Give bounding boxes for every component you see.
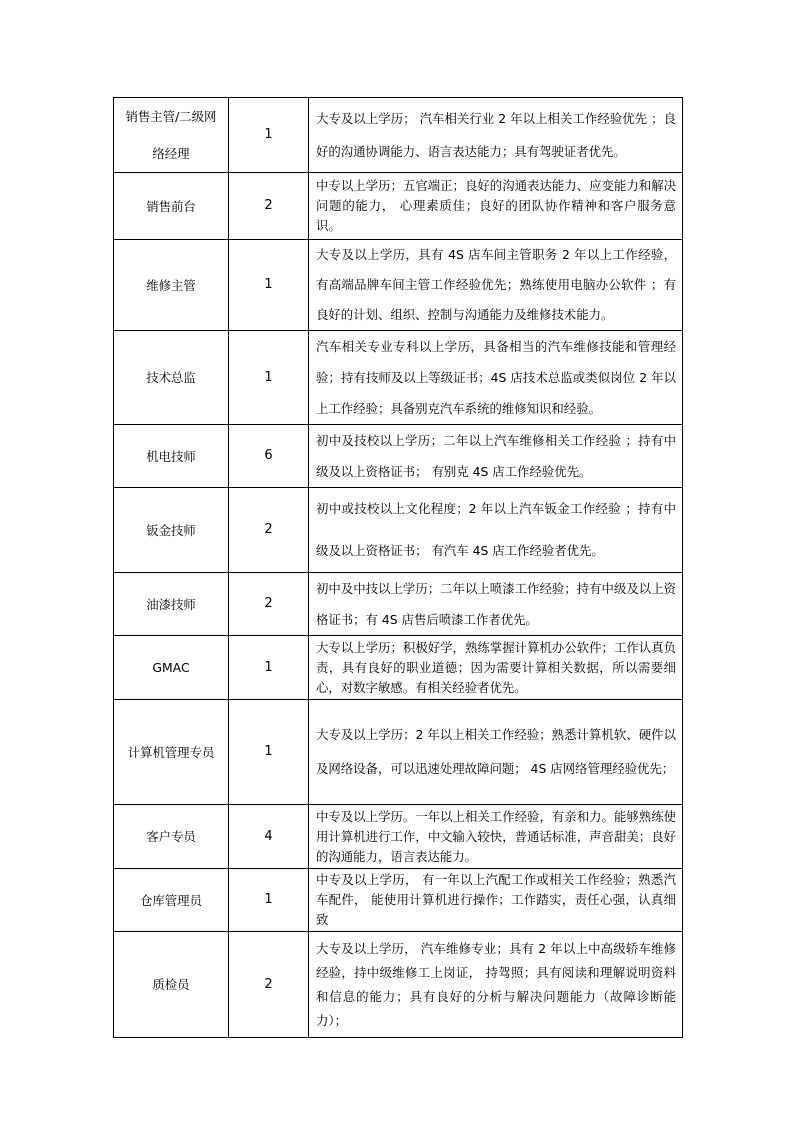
- table-row: [114, 700, 683, 805]
- headcount: 1: [229, 240, 309, 331]
- job-title: 油漆技师: [114, 573, 229, 636]
- job-requirement: 大专及以上学历， 汽车维修专业；具有 2 年以上中高级轿车维修经验，持中级维修工上岗证， 持驾照；具有阅读和理解说明资料和信息的能力；具有良好的分析与解决问题能力（故障诊断能力）；: [309, 932, 683, 1038]
- headcount: 1: [229, 869, 309, 932]
- job-title: 销售前台: [114, 173, 229, 240]
- table-row: [114, 869, 683, 932]
- job-requirement: 汽车相关专业专科以上学历，具备相当的汽车维修技能和管理经验；持有技师及以上等级证书；4S 店技术总监或类似岗位 2 年以上工作经验；具备别克汽车系统的维修知识和经验。: [309, 331, 683, 425]
- job-requirement: 初中及中技以上学历；二年以上喷漆工作经验；持有中级及以上资格证书；有 4S 店售后喷漆工作者优先。: [309, 573, 683, 636]
- job-requirements-table: [113, 97, 683, 1038]
- table-row: [114, 805, 683, 869]
- table-row: [114, 573, 683, 636]
- headcount: 2: [229, 573, 309, 636]
- job-title: 钣金技师: [114, 488, 229, 573]
- table-row: [114, 425, 683, 488]
- job-requirement: 大专及以上学历，具有 4S 店车间主管职务 2 年以上工作经验，有高端品牌车间主管工作经验优先；熟练使用电脑办公软件 ；有良好的计划、组织、控制与沟通能力及维修技术能力。: [309, 240, 683, 331]
- headcount: 4: [229, 805, 309, 869]
- job-requirement: 初中或技校以上文化程度；2 年以上汽车钣金工作经验 ；持有中级及以上资格证书； 有汽车 4S 店工作经验者优先。: [309, 488, 683, 573]
- table-row: [114, 932, 683, 1038]
- table-row: [114, 331, 683, 425]
- job-title: 销售主管/二级网络经理: [114, 98, 229, 173]
- headcount: 2: [229, 932, 309, 1038]
- job-title: 计算机管理专员: [114, 700, 229, 805]
- job-title: 机电技师: [114, 425, 229, 488]
- job-title: 质检员: [114, 932, 229, 1038]
- job-requirement: 大专及以上学历；2 年以上相关工作经验；熟悉计算机软、硬件以及网络设备，可以迅速处理故障问题； 4S 店网络管理经验优先；: [309, 700, 683, 805]
- job-title: 技术总监: [114, 331, 229, 425]
- headcount: 1: [229, 636, 309, 700]
- job-requirement: 中专以上学历；五官端正；良好的沟通表达能力、应变能力和解决问题的能力， 心理素质佳；良好的团队协作精神和客户服务意识。: [309, 173, 683, 240]
- job-title: 维修主管: [114, 240, 229, 331]
- table-row: [114, 636, 683, 700]
- job-requirement: 大专以上学历；积极好学，熟练掌握计算机办公软件；工作认真负责，具有良好的职业道德；因为需要计算相关数据，所以需要细心，对数字敏感。有相关经验者优先。: [309, 636, 683, 700]
- table-row: [114, 240, 683, 331]
- table-row: [114, 488, 683, 573]
- table-row: [114, 173, 683, 240]
- headcount: 2: [229, 488, 309, 573]
- job-requirement: 初中及技校以上学历；二年以上汽车维修相关工作经验 ；持有中级及以上资格证书； 有别克 4S 店工作经验优先。: [309, 425, 683, 488]
- table-row: [114, 98, 683, 173]
- job-title: 仓库管理员: [114, 869, 229, 932]
- job-requirement: 大专及以上学历； 汽车相关行业 2 年以上相关工作经验优先 ；良好的沟通协调能力、语言表达能力；具有驾驶证者优先。: [309, 98, 683, 173]
- job-requirement: 中专及以上学历。一年以上相关工作经验，有亲和力。能够熟练使用计算机进行工作，中文输入较快，普通话标准，声音甜美；良好的沟通能力，语言表达能力。: [309, 805, 683, 869]
- headcount: 6: [229, 425, 309, 488]
- headcount: 2: [229, 173, 309, 240]
- headcount: 1: [229, 700, 309, 805]
- job-title: GMAC: [114, 636, 229, 700]
- headcount: 1: [229, 331, 309, 425]
- job-title: 客户专员: [114, 805, 229, 869]
- job-requirement: 中专及以上学历， 有一年以上汽配工作或相关工作经验；熟悉汽车配件， 能使用计算机进行操作；工作踏实，责任心强，认真细致: [309, 869, 683, 932]
- headcount: 1: [229, 98, 309, 173]
